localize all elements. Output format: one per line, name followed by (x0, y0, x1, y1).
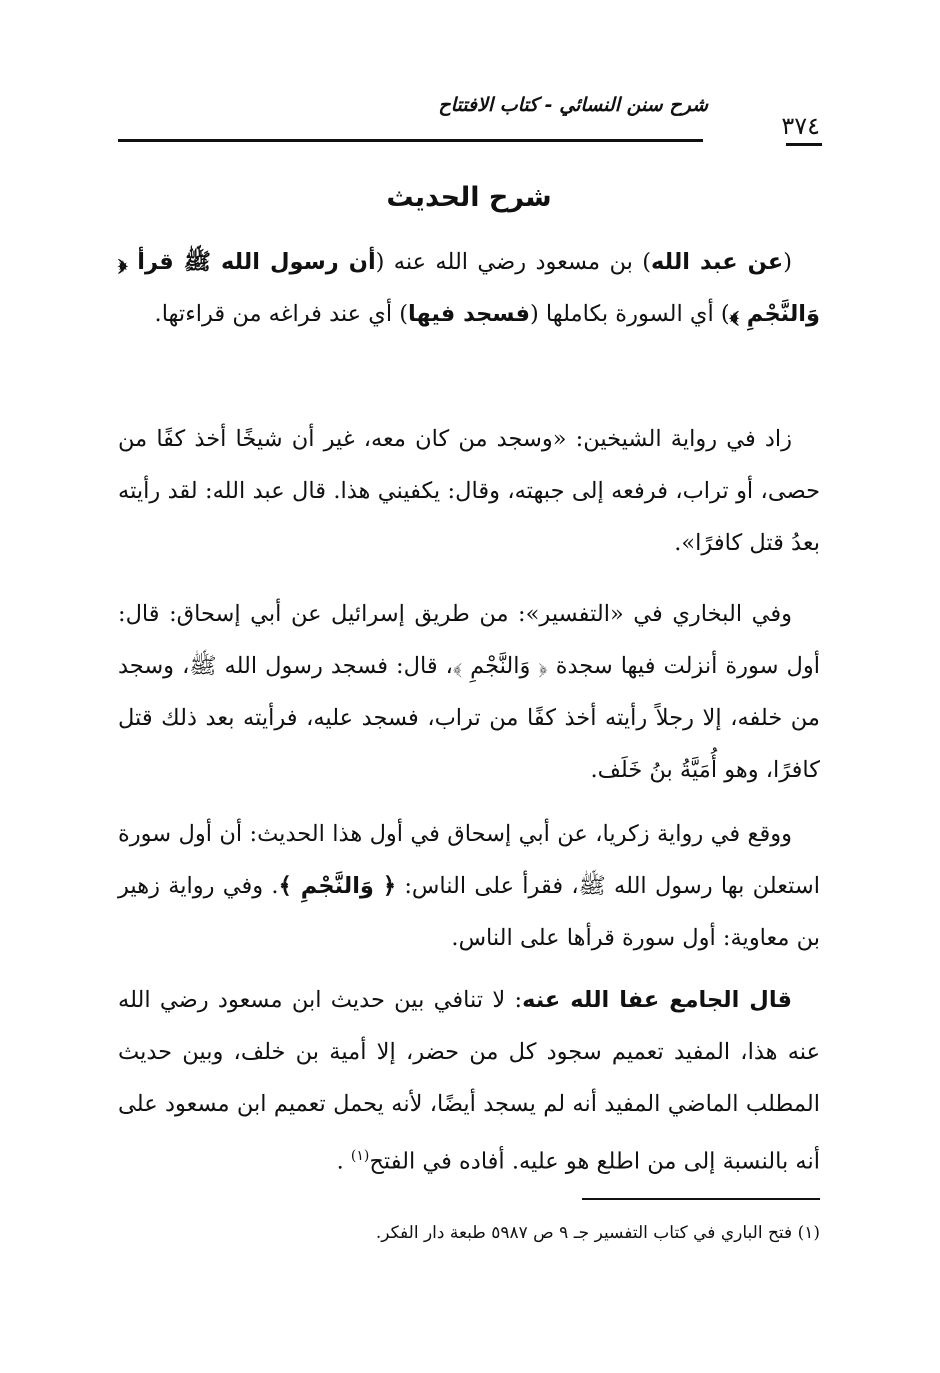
bold-phrase: قال الجامع عفا الله عنه (522, 987, 793, 1013)
page-number: ٣٧٤ (781, 112, 820, 140)
paragraph-2: زاد في رواية الشيخين: «وسجد من كان معه، غير أن شيخًا أخذ كفًا من حصى، أو تراب، فرفعه إلى جبهته، وقال: يكفيني هذا. قال عبد الله: لقد رأيته بعدُ قتل كافرًا». (118, 426, 820, 556)
footnote-marker: (١) (350, 1148, 370, 1164)
paragraph-4: ووقع في رواية زكريا، عن أبي إسحاق في أول هذا الحديث: أن أول سورة استعلن بها رسول الله ﷺ، فقرأ على الناس: ﴿ وَالنَّجْمِ ﴾. وفي رواية زهير بن معاوية: أول سورة قرأها على الناس. (118, 821, 820, 951)
footnote-rule (582, 1198, 820, 1200)
header-rule (118, 139, 703, 142)
page-number-rule (786, 143, 822, 146)
bold-phrase: فسجد فيها (408, 301, 530, 327)
paragraph-5: قال الجامع عفا الله عنه: لا تنافي بين حديث ابن مسعود رضي الله عنه هذا، المفيد تعميم سجود كل من حضر، إلا أمية بن خلف، وبين حديث المطلب الماضي المفيد أنه لم يسجد أيضًا، لأنه يحمل تعميم ابن مسعود على أنه بالنسبة إلى من اطلع هو عليه. أفاده في الفتح$^{(١)}$ . (118, 987, 820, 1175)
footnote: (١) فتح الباري في كتاب التفسير جـ ٩ ص ٥٩٨٧ طبعة دار الفكر. (375, 1223, 820, 1243)
running-title: شرح سنن النسائي - كتاب الافتتاح (438, 94, 708, 116)
bold-phrase: أن رسول الله ﷺ قرأ ﴿ وَالنَّجْمِ ﴾ (118, 249, 820, 327)
bold-phrase: ﴿ وَالنَّجْمِ ﴾ (278, 873, 397, 899)
bold-phrase: عن عبد الله (650, 249, 784, 275)
paragraph-3: وفي البخاري في «التفسير»: من طريق إسرائيل عن أبي إسحاق: قال: أول سورة أنزلت فيها سجدة ﴿ وَالنَّجْمِ ﴾، قال: فسجد رسول الله ﷺ، وسجد من خلفه، إلا رجلاً رأيته أخذ كفًا من تراب، فسجد عليه، فرأيته بعد ذلك قتل كافرًا، وهو أُمَيَّةُ بنُ خَلَف. (118, 601, 820, 783)
section-title: شرح الحديث (386, 182, 552, 213)
paragraph-1: (عن عبد الله) بن مسعود رضي الله عنه (أن رسول الله ﷺ قرأ ﴿ وَالنَّجْمِ ﴾) أي السورة بكاملها (فسجد فيها) أي عند فراغه من قراءتها. (118, 249, 820, 327)
